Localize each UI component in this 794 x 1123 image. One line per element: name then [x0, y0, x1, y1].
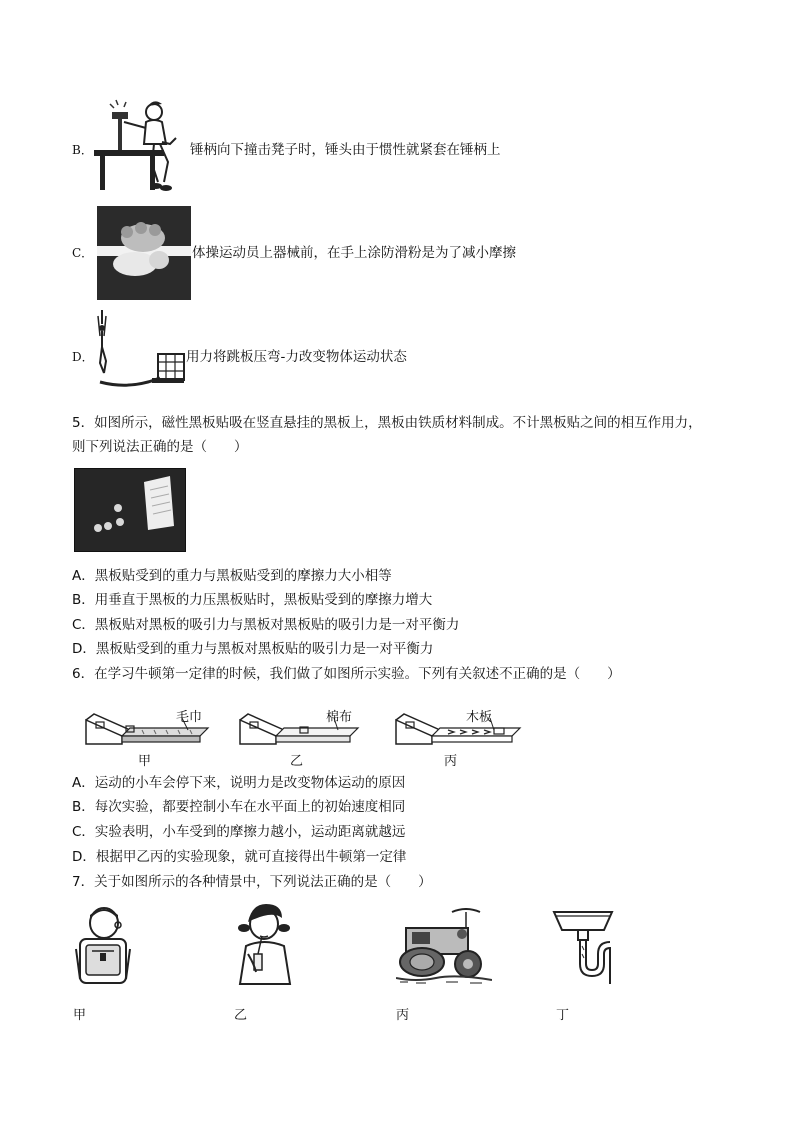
q7-stem: 7．关于如图所示的各种情景中，下列说法正确的是（ ） [72, 874, 432, 890]
option-b-text: 锤柄向下撞击凳子时，锤头由于惯性就紧套在锤柄上 [190, 142, 501, 158]
q6-option-c: C．实验表明，小车受到的摩擦力越小，运动距离就越远 [72, 824, 406, 840]
setup-label-yi: 乙 [290, 754, 304, 769]
gymnast-hands-figure [97, 206, 191, 300]
sink-trap-figure [552, 906, 618, 986]
hammer-bench-figure [92, 98, 188, 194]
q6-option-b: B．每次实验，都要控制小车在水平面上的初始速度相同 [72, 799, 406, 815]
scene-label-yi: 乙 [234, 1008, 248, 1023]
q5-option-a: A．黑板贴受到的重力与黑板贴受到的摩擦力大小相等 [72, 568, 392, 584]
q5-stem-line1: 5．如图所示，磁性黑板贴吸在竖直悬挂的黑板上，黑板由铁质材料制成。不计黑板贴之间的相互作用力， [72, 415, 702, 431]
option-d-letter: D． [72, 350, 94, 364]
diving-board-figure [90, 310, 186, 392]
surface-label-towel: 毛巾 [176, 710, 203, 725]
boy-backpack-figure [70, 905, 136, 987]
surface-label-wood: 木板 [466, 710, 493, 725]
magnetic-blackboard-figure [74, 468, 186, 552]
scene-label-jia: 甲 [73, 1008, 87, 1023]
scene-label-bing: 丙 [396, 1008, 410, 1023]
option-c-text: 体操运动员上器械前，在手上涂防滑粉是为了减小摩擦 [192, 245, 516, 261]
option-b-letter: B． [72, 143, 93, 157]
setup-label-jia: 甲 [138, 754, 152, 769]
option-c-letter: C． [72, 246, 94, 260]
surface-label-cotton: 棉布 [326, 710, 353, 725]
girl-straw-figure [234, 902, 298, 986]
q6-option-d: D．根据甲乙丙的实验现象，就可直接得出牛顿第一定律 [72, 849, 407, 865]
q6-option-a: A．运动的小车会停下来，说明力是改变物体运动的原因 [72, 775, 406, 791]
q5-stem-line2: 则下列说法正确的是（ ） [72, 439, 248, 455]
q5-option-d: D．黑板贴受到的重力与黑板对黑板贴的吸引力是一对平衡力 [72, 641, 434, 657]
scene-label-ding: 丁 [556, 1008, 570, 1023]
experiment-wood-figure [394, 700, 524, 748]
setup-label-bing: 丙 [444, 754, 458, 769]
q5-option-c: C．黑板贴对黑板的吸引力与黑板对黑板贴的吸引力是一对平衡力 [72, 617, 460, 633]
q5-option-b: B．用垂直于黑板的力压黑板贴时，黑板贴受到的摩擦力增大 [72, 592, 433, 608]
road-roller-figure [396, 908, 492, 986]
q6-stem: 6．在学习牛顿第一定律的时候，我们做了如图所示实验。下列有关叙述不正确的是（ ） [72, 666, 621, 682]
option-d-text: 用力将跳板压弯-力改变物体运动状态 [186, 349, 407, 365]
